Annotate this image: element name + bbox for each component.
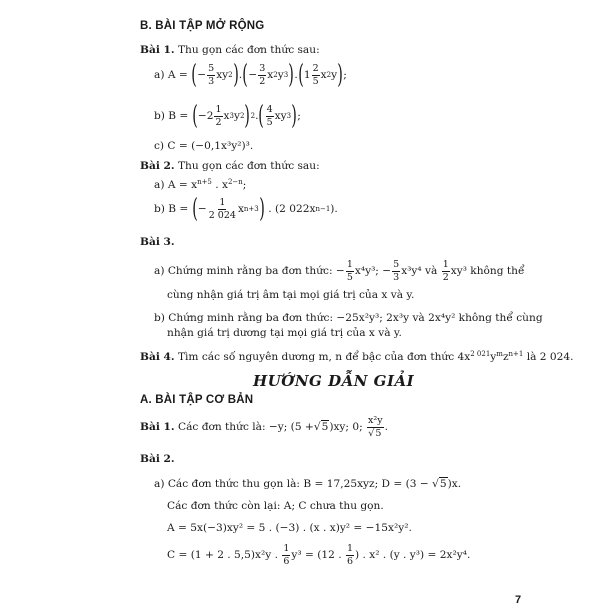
exercise-1b-formula: b) B = ( −2 $\frac{1}{2}$ x 3 y 2 ) 2 . ( $\frac{4}{5}$ xy 3 ) ;: [154, 101, 301, 131]
fraction: $\frac{5}{3}$: [393, 258, 400, 283]
fraction: $\frac{4}{5}$: [266, 103, 273, 128]
section-heading-basic: A. BÀI TẬP CƠ BẢN: [140, 394, 254, 406]
formula-prefix: b) B =: [154, 203, 189, 215]
exercise-3b-line1: b) Chứng minh rằng ba đơn thức: −25x²y³; 2x³y và 2x⁴y² không thể cùng: [154, 312, 543, 324]
exercise-text: Thu gọn các đơn thức sau:: [177, 160, 320, 172]
fraction: $\frac{1}{6}$: [346, 542, 354, 567]
exercise-2a-formula: a) $A = x^{n+5}$ . $x^{2-n}$;: [154, 178, 247, 191]
fraction: $\frac{1}{6}$: [283, 542, 290, 567]
exercise-3-label: Bài 3.: [140, 236, 175, 248]
exercise-2-prompt: [140, 160, 320, 173]
fraction: $\frac{1}{5}$: [346, 258, 353, 283]
fraction: $\frac{5}{3}$: [208, 62, 215, 87]
exercise-3a-line1: a) Chứng minh rằng ba đơn thức: − $\frac{1}{5}$ x⁴y³; − $\frac{5}{3}$ x³y⁴ và $\frac{1}{2}$ xy³ không thể: [154, 258, 525, 283]
exercise-label: Bài 4.: [140, 351, 175, 363]
fraction: $\frac{1}{2 024}$: [208, 196, 236, 221]
fraction: $\frac{1}{2}$: [442, 258, 449, 283]
fraction: $\frac{1}{2}$: [215, 103, 222, 128]
solutions-title: HƯỚNG DẪN GIẢI: [253, 372, 415, 390]
exercise-label: Bài 1.: [140, 421, 175, 433]
exercise-1c-formula: c) C = (−0,1x³y²)³.: [154, 140, 254, 152]
exercise-3b-line2: nhận giá trị dương tại mọi giá trị của x và y.: [167, 327, 402, 339]
exercise-label: Bài 2.: [140, 160, 175, 172]
solution-2a-line4: C = (1 + 2 . 5,5)x²y . $\frac{1}{6}$ y³ = (12 . $\frac{1}{6}$ ) . x² . (y . y³) = 2x²y⁴.: [167, 542, 471, 567]
exercise-1-prompt: [140, 44, 320, 57]
exercise-3a-line2: cùng nhận giá trị âm tại mọi giá trị của x và y.: [167, 289, 415, 301]
solution-2a-line2: Các đơn thức còn lại: A; C chưa thu gọn.: [167, 500, 384, 512]
fraction: $\frac{2}{5}$: [312, 62, 319, 87]
fraction: $\frac{\text{x²y}}{√5}$: [368, 414, 383, 439]
solution-2a-line1: a) Các đơn thức thu gọn là: B = 17,25xyz; D = (3 − √5)x.: [154, 478, 462, 490]
solution-1: Bài 1. Các đơn thức là: −y; (5 + √5 )xy; 0; $\frac{\text{x²y}}{√5}$ .: [140, 412, 388, 442]
fraction: $\frac{3}{2}$: [259, 62, 266, 87]
exercise-4: Bài 4. Tìm các số nguyên dương m, n để bậc của đơn thức $4x^{2 021}y^mz^{n+1}$ là 2 024.: [140, 350, 574, 363]
exercise-2b-formula: b) B = ( − $\frac{1}{2 024}$ x n+3 ) . (2 022x n−1 ).: [154, 194, 338, 224]
solution-2a-line3: A = 5x(−3)xy² = 5 . (−3) . (x . x)y² = −15x²y².: [167, 522, 412, 534]
formula-prefix: b) B =: [154, 110, 189, 122]
sqrt: √5: [432, 478, 447, 490]
section-heading-extension: B. BÀI TẬP MỞ RỘNG: [140, 20, 265, 32]
formula-prefix: a) A =: [154, 69, 188, 81]
page-number: 7: [515, 594, 522, 606]
exercise-text: Thu gọn các đơn thức sau:: [177, 44, 320, 56]
exercise-1a-formula: a) A = ( − $\frac{5}{3}$ xy 2 ) . ( − $\frac{3}{2}$ x 2 y 3 ) . ( 1 $\frac{2}{5}$ x 2 y ) ;: [154, 60, 347, 90]
exercise-label: Bài 1.: [140, 44, 175, 56]
solution-2-label: Bài 2.: [140, 453, 175, 465]
sqrt: √5: [313, 421, 329, 433]
